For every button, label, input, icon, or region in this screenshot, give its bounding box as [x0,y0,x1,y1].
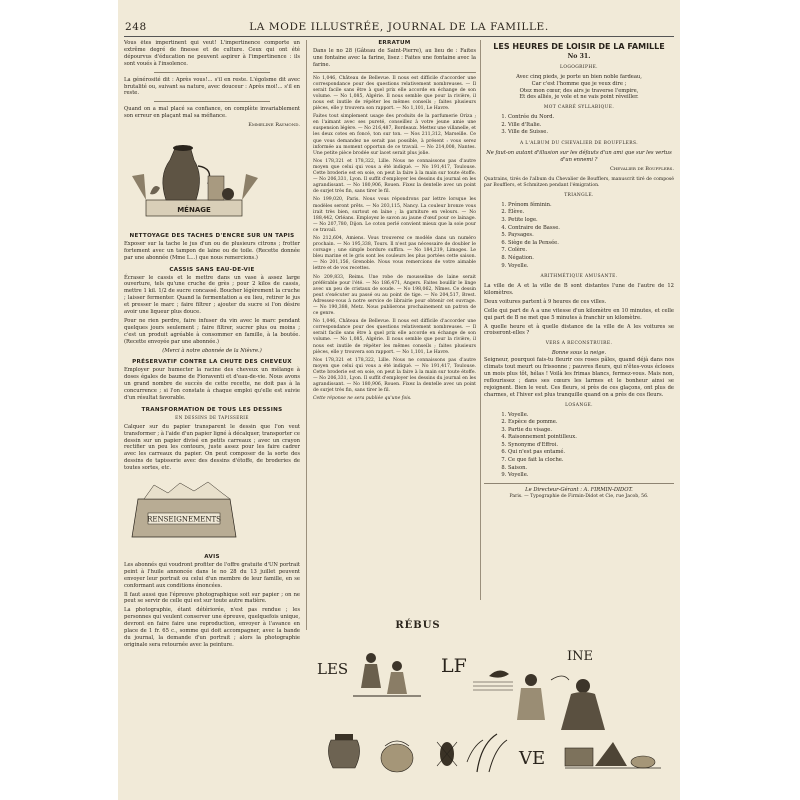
masthead-title: LA MODE ILLUSTRÉE, JOURNAL DE LA FAMILLE. [249,21,549,33]
list-item: 8. Saison. [508,465,674,473]
list-item: 1. Contrée du Nord. [508,114,674,122]
paragraph: Calquer sur du papier transparent le dessin que l'on veut transformer ; à l'aide d'un papier ligné à décalquer, transporter ce dessin sur un papier divisé en petits carreaux ; avec un crayon rectifier un peu les contours, juste assez pour les faire cadrer avec les carreaux du papier. On peut composer de la sorte des dessins de tapisserie avec des dessins d'étoffe, de broderies de toutes sortes, etc. [124,423,300,472]
paragraph: Nos 178,321 et 178,322, Lille. Nous ne connaissons pas d'autre moyen que celui qui vous a été indiqué. — No 191,417, Toulouse. Cette broderie est en soie, on peut la faire à la main sur toute étoffe. — No 206,331, Lyon. Il suffit d'employer les dessins du journal en les agrandissant. — No 180,906, Rouen. Fixez la dentelle avec un point de surjet très fin, sans tirer le fil. [313,357,476,394]
printer-line: Paris. — Typographie de Firmin-Didot et Cie, rue Jacob, 56. [509,493,649,499]
paragraph: La générosité dit : Après vous!... s'il en reste. L'égoïsme dit avec brutalité ou, suivant sa nature, avec douceur : Après moi!... s'il en reste. [124,76,300,97]
paragraph: No 1,046, Château de Bellevue. Il nous est difficile d'accorder une correspondance pour des questions relativement nombreuses. — Il serait facile sans être à quel prix elle accorde en échange de son volume. — No 1,085, Algérie. Il nous semble que pour la rivière, il nous est inutile de répéter les mêmes conseils ; faites plusieurs pièces, elle y trouvera son rapport. — No 1,101, Le Havre. [313,75,476,112]
director-line: Le Directeur-Gérant : A. FIRMIN-DIDOT. [525,486,633,493]
divider [313,72,476,73]
objects-pile-icon [565,742,661,768]
paragraph: Pour ne rien perdre, faire infuser du vin avec le marc pendant quelques jours seulement ; faire filtrer, sucrer plus ou moins ; c'est un produit agréable à consommer en famille, à la boutée. (Recette envoyée par une abonnée.) [124,317,300,345]
puzzle-category: LOSANGE. [565,402,593,408]
list-item: 3. Partie du visage. [508,427,674,435]
verse-line: Car c'est l'homme que je veux dire ; [531,80,627,87]
puzzle-category: VERS A RECONSTRUIRE. [545,341,613,347]
list-item: 2. Élève. [508,209,674,217]
puzzle-category: LOGOGRIPHE. [560,64,598,70]
paragraph: No 199,020, Paris. Nous vous répondrons par lettre lorsque les modèles seront prêts. — No 203,115, Nancy. La couleur bronze vous irait très bien, surtout en laine ; la garniture en velours. — No 188,442, Orléans. Employez le savon au jaune d'œuf pour ce lainage. — No 207,780, Dijon. Le coton perlé convient mieux que la soie pour ce travail. [313,197,476,233]
seated-figures [517,674,605,730]
note: Quatrains, tirés de l'album du Chevalier de Boufflers, manuscrit tiré de composé par Boufflers, et Schmitzen pendant l'émigration. [484,176,674,188]
paragraph: Faites tout simplement usage des produits de la parfumerie Oriza ; en l'aimant avec ses pureté, conseillez à votre jeune amie une suspension légère. — No 216,487, Bordeaux. Mettez une villanelle, et les deux cotes en foncé, ton sur ton. — Nos 211,312, Marseille. Ce que vous demandez ne serait pas possible, à présent : vous serez informée au moment opportun de ce travail. — No 214,008, Nantes. Une petite pièce brodée sur lacet serait plus jolie. [313,114,476,156]
list-item: 7. Colère. [508,247,674,255]
paragraph: No 1,046, Château de Bellevue. Il nous est difficile d'accorder une correspondance pour des questions relativement nombreuses. — Il serait facile sans être à quel prix elle accorde en échange de son volume. — No 1,085, Algérie. Il nous semble que pour la rivière, il nous est inutile de répéter les mêmes conseils ; faites plusieurs pièces, elle y trouvera son rapport. — No 1,101, Le Havre. [313,319,476,355]
puzzle-category: MOT CARRÉ SYLLABIQUE. [543,105,615,111]
divider [154,101,270,102]
rebus-letters-ine: INE [567,649,593,664]
paragraph: Employer pour humecter la racine des cheveux un mélange à doses égales de baume de Fioraventi et d'eau-de-vie. Nous avons un grand nombre de succès de cette recette, ne doit pas à la concurrence ; si l'on constate à chaque emploi qu'elle est suivie d'un résultat favorable. [124,367,300,401]
section-title: TRANSFORMATION DE TOUS LES DESSINS [141,406,283,413]
list-item: 9. Voyelle. [508,263,674,271]
signature: Emmeline Raymond. [248,122,300,129]
paragraph: La ville de A et la ville de B sont distantes l'une de l'autre de 12 kilomètres. [484,283,674,296]
erratum-text: Dans le no 28 (Gâteau de Saint-Pierre), au lieu de : Faites une fontaine avec la farine, lisez : Faites une fontaine avec la farine. [313,47,476,68]
quotation-author: Chevalier de Boufflers. [609,165,674,172]
verse-line: Avec cinq pieds, je porte un bien noble fardeau, [516,73,642,80]
puzzle-category: TRIANGLE. [564,192,594,198]
insect-icon [437,742,457,766]
rebus-letters-les: LES [317,660,349,678]
list-item: 7. Ce que fait la cloche. [508,457,674,465]
paragraph: La photographie, étant détériorée, n'est pas rendue ; les personnes qui veulent conserver une épreuve, quelquefois unique, devront en faire faire une reproduction, envoyer à l'avance en place de 1 fr. 65 c., somme qui doit accompagner, avec la bande du journal, la demande d'un portrait ; alors la photographie originale sera retournée avec la peinture. [124,607,300,648]
page-number: 248 [125,21,147,33]
quotation: Ne faut-on autant d'illusion sur les défauts d'un ami que sur les vertus d'un ennemi ? [486,149,672,163]
puzzle-category: A L'ALBUM DU CHEVALIER DE BOUFFLERS. [519,141,639,147]
puzzle-list [484,412,674,480]
puzzle-category: ARITHMÉTIQUE AMUSANTE. [540,274,618,280]
children-figures [353,653,421,696]
section-title: AVIS [204,553,220,560]
paragraph: (Merci à notre abonnée de la Nièvre.) [162,347,262,354]
header-rule [124,36,674,37]
verse-line: Et des alliés, je vole et ne vais point réveiller. [519,94,639,101]
list-item: 3. Ville de Suisse. [508,129,674,137]
paragraph: A quelle heure et à quelle distance de la ville de A les voitures se croiseront-elles ? [484,323,674,337]
menage-illustration [124,136,264,222]
basket-icon [381,741,413,772]
column-divider [306,40,307,630]
section-title: PRÉSERVATIF CONTRE LA CHUTE DES CHEVEUX [132,359,292,366]
paragraph: No 209,833, Reims. Une robe de mousseline de laine serait préférable pour l'été. — No 186,471, Angers. Faites bouillir le linge avec un peu de cristaux de soude. — No 198,062, Nîmes. Ce dessin peut s'exécuter au passé ou au point de tige. — No 204,517, Brest. Adressez-vous à notre service de librairie pour obtenir cet ouvrage. — No 190,388, Metz. Nous publierons prochainement un patron de ce genre. [313,274,476,317]
list-item: 6. Qui n'est pas entamé. [508,449,674,457]
list-item: 3. Petite loge. [508,217,674,225]
section-subtitle: EN DESSINS DE TAPISSERIE [175,414,249,420]
puzzle-list [484,114,674,137]
list-item: 9. Voyelle. [508,472,674,480]
renseignements-illustration [124,477,244,543]
paragraph: Cette réponse ne sera publiée qu'une fois. [313,396,412,402]
list-item: 2. Ville d'Italie. [508,122,674,130]
paragraph: Seigneur, pourquoi fais-tu fleurir ces roses pâles, quand déjà dans nos climats tout meurt ou frissonne ; pauvres fleurs, qui n'êtes-vous écloses un mois plus tôt, hélas ! Voilà les frimas blancs, fermez-vous. Mais non, reflourissez ; dans ses cœurs les larmes et le bonheur ainsi se rejoignent. Bien le veut. Ces fleurs, si près de ces glaçons, ont plus de charmes, et l'hiver est plus tranquille quand on a près de ces fleurs. [484,357,674,398]
paragraph: Deux voitures partent à 9 heures de ces villes. [484,298,607,305]
paragraph: Exposer sur la tache le jus d'un ou de plusieurs citrons ; frotter fortement avec un tampon de laine ou de toile. (Recette donnée par une abonnée (Mme L...) que nous remercions.) [124,240,300,261]
section-title: CASSIS SANS EAU-DE-VIE [169,266,255,273]
puzzle-list [484,202,674,270]
column-left [124,40,300,800]
menage-label: MÉNAGE [177,206,211,215]
paragraph: No 212,604, Amiens. Vous trouverez ce modèle dans un numéro prochain. — No 195,338, Tours. Il n'est pas nécessaire de doubler le corsage ; une simple bordure suffira. — No 184,219, Limoges. Le bleu marine et le gris sont les couleurs les plus portées cette saison. — No 201,156, Grenoble. Nous vous remercions de votre aimable lettre et de vos recettes. [313,235,476,272]
paragraph: Celle qui part de A a une vitesse d'un kilomètre en 10 minutes, et celle qui part de B ne met que 5 minutes à franchir un kilomètre. [484,307,674,321]
list-item: 8. Négation. [508,255,674,263]
paragraph: Écraser le cassis et le mettre dans un vase à assez large ouverture, tels qu'une cruche de grès ; pour 2 kilos de cassis, mettre 1 kil. 1/2 de sucre concassé. Boucher légèrement la cruche ; laisser fermenter. Quand la fermentation a eu lieu, retirer le jus et presser le marc ; faire filtrer ; ajouter du sucre si l'on désire avoir une liqueur plus douce. [124,274,300,316]
list-item: 1. Voyelle. [508,412,674,420]
list-item: 4. Contraire de Basse. [508,225,674,233]
paragraph: Vous êtes impertinent qui veut! L'impertinence comporte un extrême degré de finesse et de culture. Ceux qui ont été dépourvus d'éducation ne peuvent aspirer à l'impertinence : ils sont voués à l'insolence. [124,40,300,67]
paragraph: Quand on a mal placé sa confiance, on complète invariablement son erreur en plaçant mal sa méfiance. [124,106,300,120]
issue-number: No 31. [567,52,591,60]
feathers-icon [467,734,507,772]
list-item: 2. Espèce de pomme. [508,419,674,427]
list-item: 1. Prénom féminin. [508,202,674,210]
divider [484,483,674,484]
list-item: 4. Raisonnement pointilleux. [508,434,674,442]
newspaper-page [118,0,680,800]
column-right [484,40,674,596]
list-item: 5. Synonyme d'Effroi. [508,442,674,450]
list-item: 6. Siège de la Pensée. [508,240,674,248]
paragraph: Il faut aussi que l'épreuve photographique soit sur papier ; on ne peut se servir de celle qui est sur toute autre matière. [124,591,300,605]
paragraph: Nos 178,321 et 178,322, Lille. Nous ne connaissons pas d'autre moyen que celui qui vous a été indiqué. — No 191,417, Toulouse. Cette broderie est en soie, on peut la faire à la main sur toute étoffe. — No 206,331, Lyon. Il suffit d'employer les dessins du journal en les agrandissant. — No 180,906, Rouen. Fixez la dentelle avec un point de surjet très fin, sans tirer le fil. [313,158,476,195]
list-item: 5. Paysages. [508,232,674,240]
erratum-title: ERRATUM [378,40,411,46]
rebus-title: RÉBUS [395,620,441,631]
paragraph: Les abonnés qui voudront profiter de l'offre gratuite d'UN portrait peint à l'huile annoncée dans le no 28 du 13 juillet peuvent envoyer leur portrait ou celui d'un membre de leur famille, en se conformant aux conditions énoncées. [124,561,300,589]
divider [154,72,270,73]
rebus-illustration [313,636,673,796]
subtitle: Bonne sous la neige. [551,350,607,357]
section-title: NETTOYAGE DES TACHES D'ENCRE SUR UN TAPIS [129,232,295,239]
rebus-letters-ve: VE [519,748,546,769]
verse-line: Otez mon cœur, des airs je traverse l'empire, [519,87,639,94]
vase-icon [328,734,359,768]
rebus-letters-lf: LF [441,655,467,677]
column-divider [480,40,481,600]
section-heading: LES HEURES DE LOISIR DE LA FAMILLE [493,42,665,51]
stamp-label: RENSEIGNEMENTS [147,515,221,524]
bird-on-staff [473,670,513,690]
column-middle [313,40,476,600]
